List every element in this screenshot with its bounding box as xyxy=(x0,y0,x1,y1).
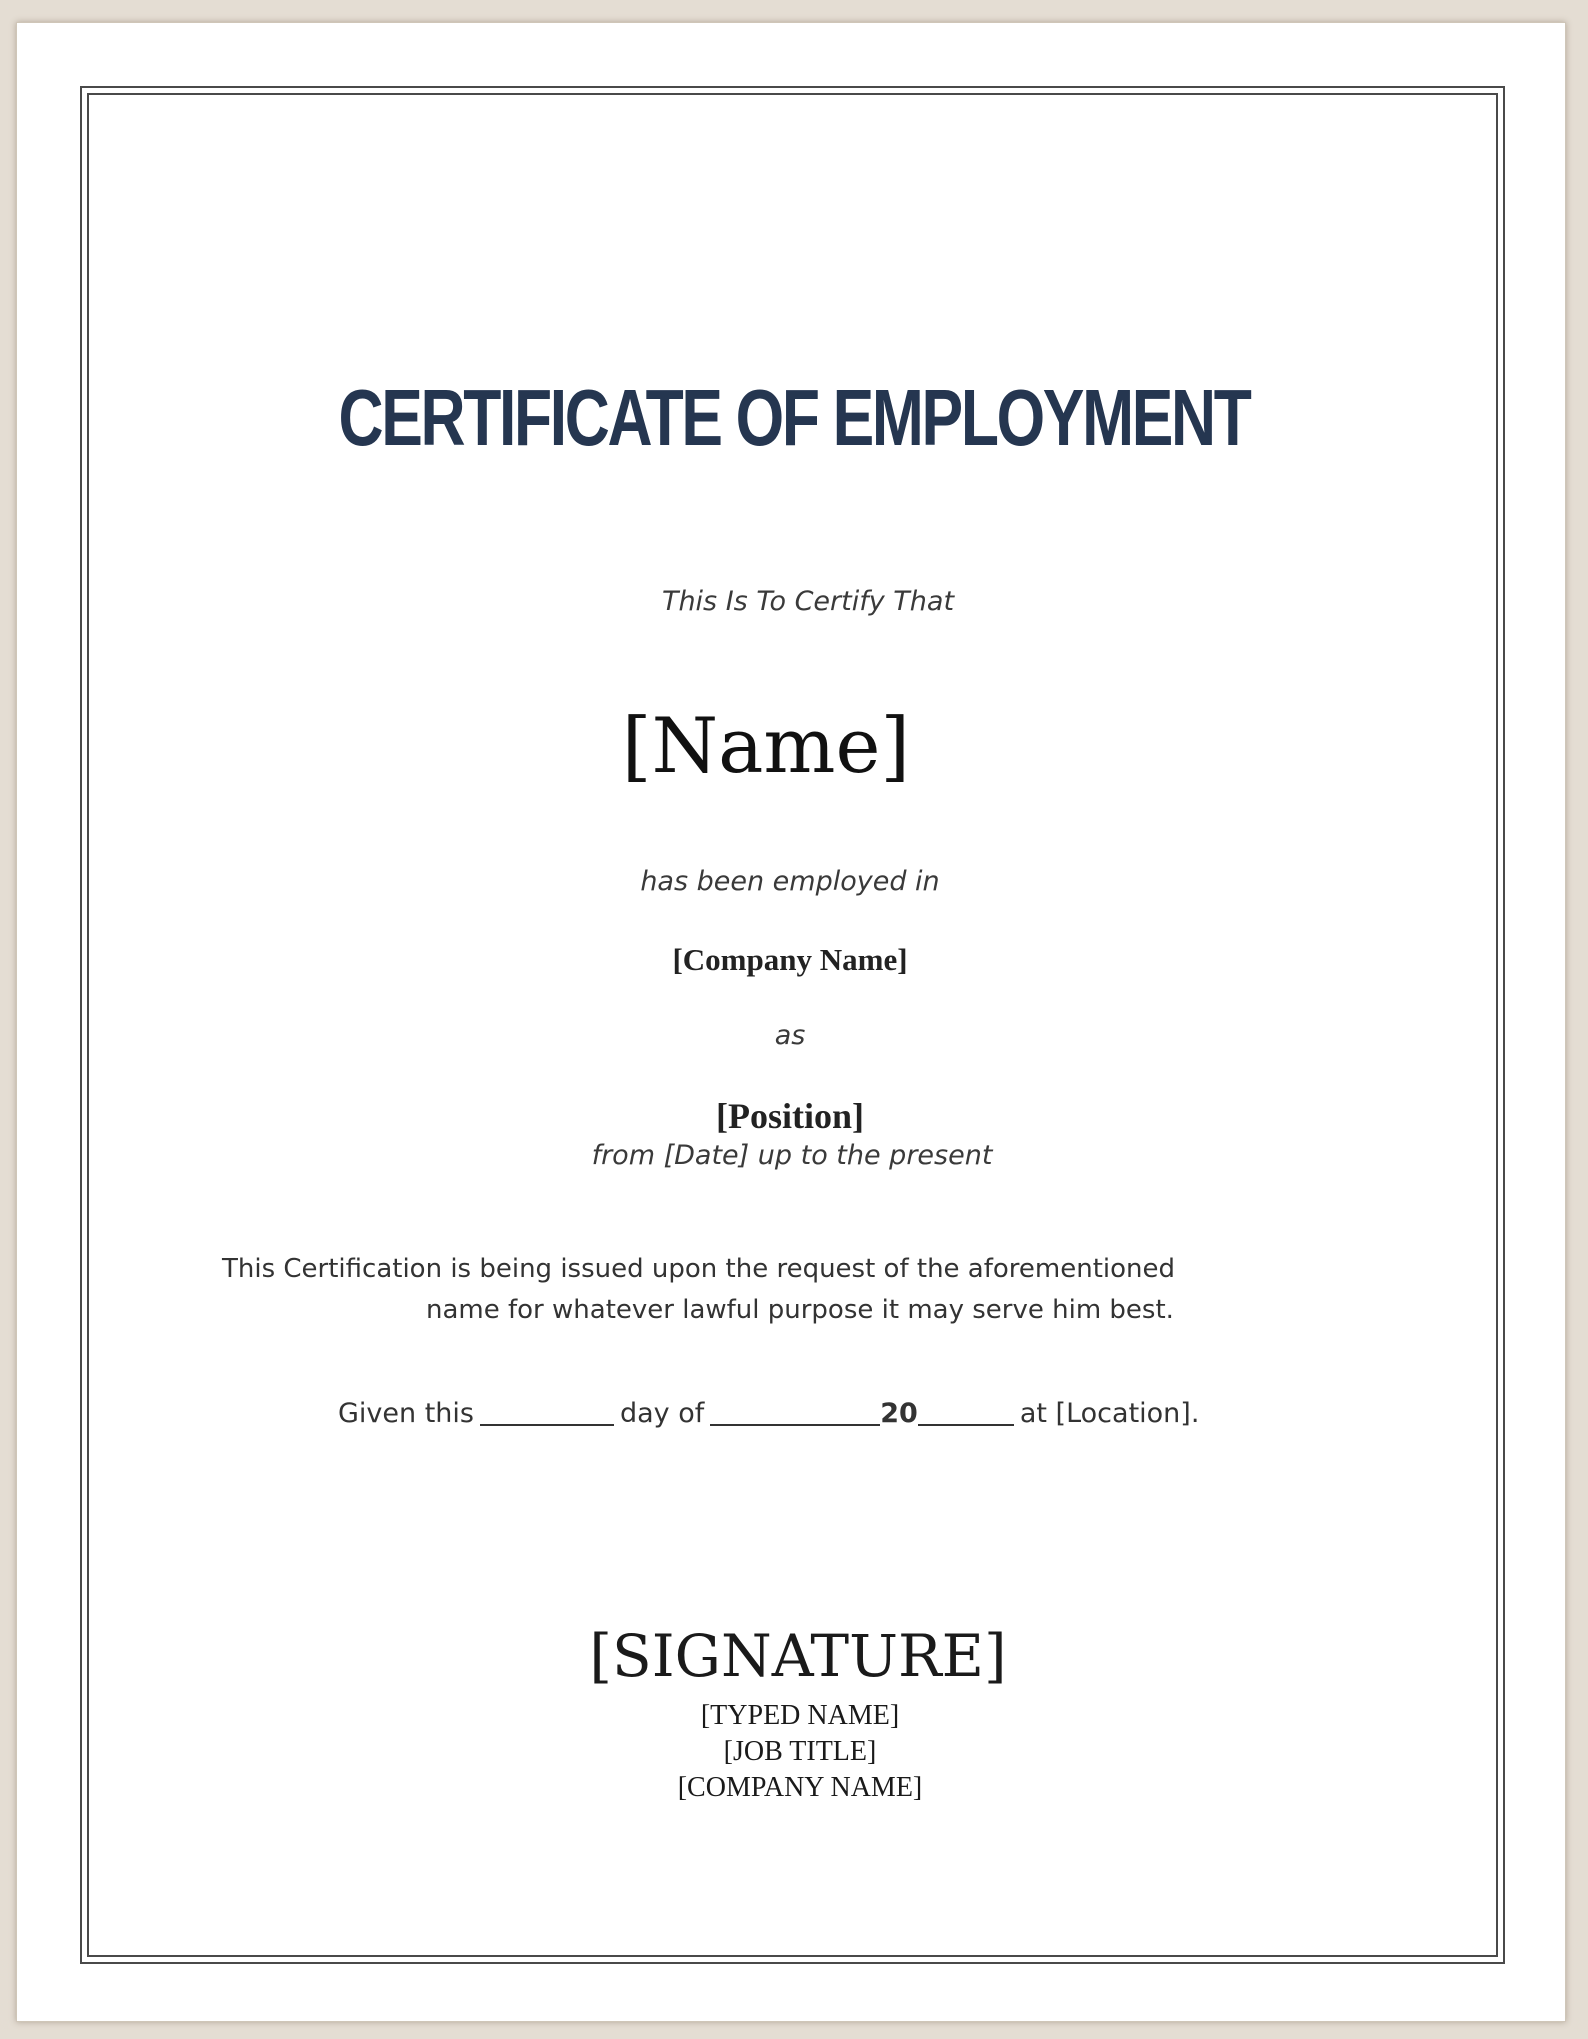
month-blank xyxy=(710,1394,880,1426)
year-blank xyxy=(918,1394,1014,1426)
year-prefix: 20 xyxy=(880,1398,918,1429)
position-title: [Position] xyxy=(716,1096,864,1136)
employment-date-line: from [Date] up to the present xyxy=(591,1140,993,1171)
typed-name: [TYPED NAME] xyxy=(700,1700,900,1731)
location-text: at [Location]. xyxy=(1019,1398,1200,1429)
signature-placeholder: [SIGNATURE] xyxy=(589,1622,1007,1690)
certification-paragraph-line-2: name for whatever lawful purpose it may serve him best. xyxy=(426,1295,1174,1325)
employed-line: has been employed in xyxy=(640,866,940,897)
given-line xyxy=(338,1394,1199,1434)
day-blank xyxy=(480,1394,614,1426)
certificate-title: CERTIFICATE OF EMPLOYMENT xyxy=(338,373,1250,462)
given-prefix: Given this xyxy=(338,1398,474,1429)
employee-name: [Name] xyxy=(621,701,911,790)
as-line: as xyxy=(774,1020,806,1051)
job-title: [JOB TITLE] xyxy=(723,1736,877,1767)
signer-company-name: [COMPANY NAME] xyxy=(677,1772,923,1803)
day-of-text: day of xyxy=(619,1398,705,1429)
certify-line: This Is To Certify That xyxy=(661,586,955,617)
certification-paragraph-line-1: This Certification is being issued upon the request of the aforementioned xyxy=(222,1254,1176,1284)
company-name: [Company Name] xyxy=(672,942,908,977)
